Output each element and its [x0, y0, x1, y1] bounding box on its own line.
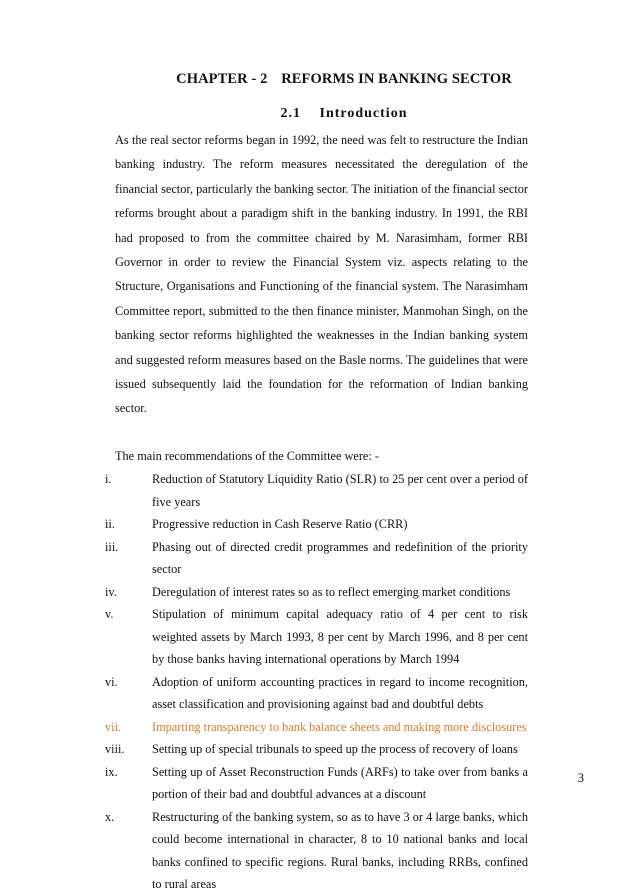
- list-item: [105, 536, 528, 581]
- section-heading: [0, 106, 638, 122]
- chapter-title: REFORMS IN BANKING SECTOR: [281, 71, 512, 87]
- list-item: [105, 761, 528, 806]
- list-item: [105, 468, 529, 513]
- list-text: Progressive reduction in Cash Reserve Ratio (CRR): [152, 517, 408, 532]
- recommendations-intro: The main recommendations of the Committee were: -: [115, 448, 379, 463]
- list-numeral: vi.: [105, 674, 118, 689]
- list-text: Reduction of Statutory Liquidity Ratio (SLR) to 25 per cent over a period of five years: [152, 472, 529, 509]
- list-text: Stipulation of minimum capital adequacy ratio of 4 per cent to risk weighted assets by March 1993, 8 per cent by March 1996, and 8 per cent by those banks having international operations by March 1994: [152, 607, 528, 667]
- list-text: Imparting transparency to bank balance sheets and making more disclosures: [152, 719, 527, 734]
- page-number: 3: [577, 771, 584, 785]
- list-item: [105, 581, 528, 604]
- list-text: Setting up of Asset Reconstruction Funds (ARFs) to take over from banks a portion of their bad and doubtful advances at a discount: [152, 764, 528, 802]
- list-numeral: vii.: [105, 719, 122, 734]
- list-item-highlighted: [105, 716, 528, 739]
- intro-paragraph: As the real sector reforms began in 1992, the need was felt to restructure the Indian banking industry. The reform measures necessitated the deregulation of the financial sector, particularly the banking sector. The initiation of the financial sector reforms brought about a paradigm shift in the banking industry. In 1991, the RBI had proposed to from the committee chaired by M. Narasimham, former RBI Governor in order to review the Financial System viz. aspects relating to the Structure, Organisations and Functioning of the financial system. The Narasimham Committee report, submitted to the then finance minister, Manmohan Singh, on the banking sector reforms highlighted the weaknesses in the Indian banking system and suggested reform measures based on the Basle norms. The guidelines that were issued subsequently laid the foundation for the reformation of Indian banking sector.: [115, 133, 528, 416]
- list-numeral: iv.: [105, 584, 117, 599]
- list-text: Adoption of uniform accounting practices in regard to income recognition, asset classification and provisioning against bad and doubtful debts: [152, 674, 528, 712]
- list-text: Deregulation of interest rates so as to reflect emerging market conditions: [152, 584, 511, 599]
- list-item: [105, 806, 528, 896]
- list-numeral: i.: [105, 472, 112, 487]
- list-item: [105, 603, 528, 671]
- list-numeral: iii.: [105, 539, 119, 554]
- list-numeral: x.: [105, 809, 115, 824]
- list-item: [105, 513, 528, 536]
- list-text: Phasing out of directed credit programmes and redefinition of the priority sector: [152, 539, 528, 577]
- list-numeral: ix.: [105, 764, 118, 779]
- list-item: [105, 738, 528, 761]
- list-numeral: ii.: [105, 517, 115, 532]
- list-text: Restructuring of the banking system, so as to have 3 or 4 large banks, which could become international in character, 8 to 10 national banks and local banks confined to specific regions. Rural banks, including RRBs, confined to rural areas: [152, 809, 528, 892]
- chapter-number: CHAPTER - 2: [176, 71, 268, 87]
- section-title: Introduction: [319, 106, 408, 121]
- section-number: 2.1: [280, 106, 301, 121]
- list-numeral: viii.: [105, 742, 125, 757]
- body-text: [105, 128, 529, 896]
- list-text: Setting up of special tribunals to speed up the process of recovery of loans: [152, 742, 518, 757]
- recommendations-list: [105, 468, 529, 896]
- chapter-heading: [0, 71, 638, 88]
- list-item: [105, 671, 528, 716]
- list-numeral: v.: [105, 607, 114, 622]
